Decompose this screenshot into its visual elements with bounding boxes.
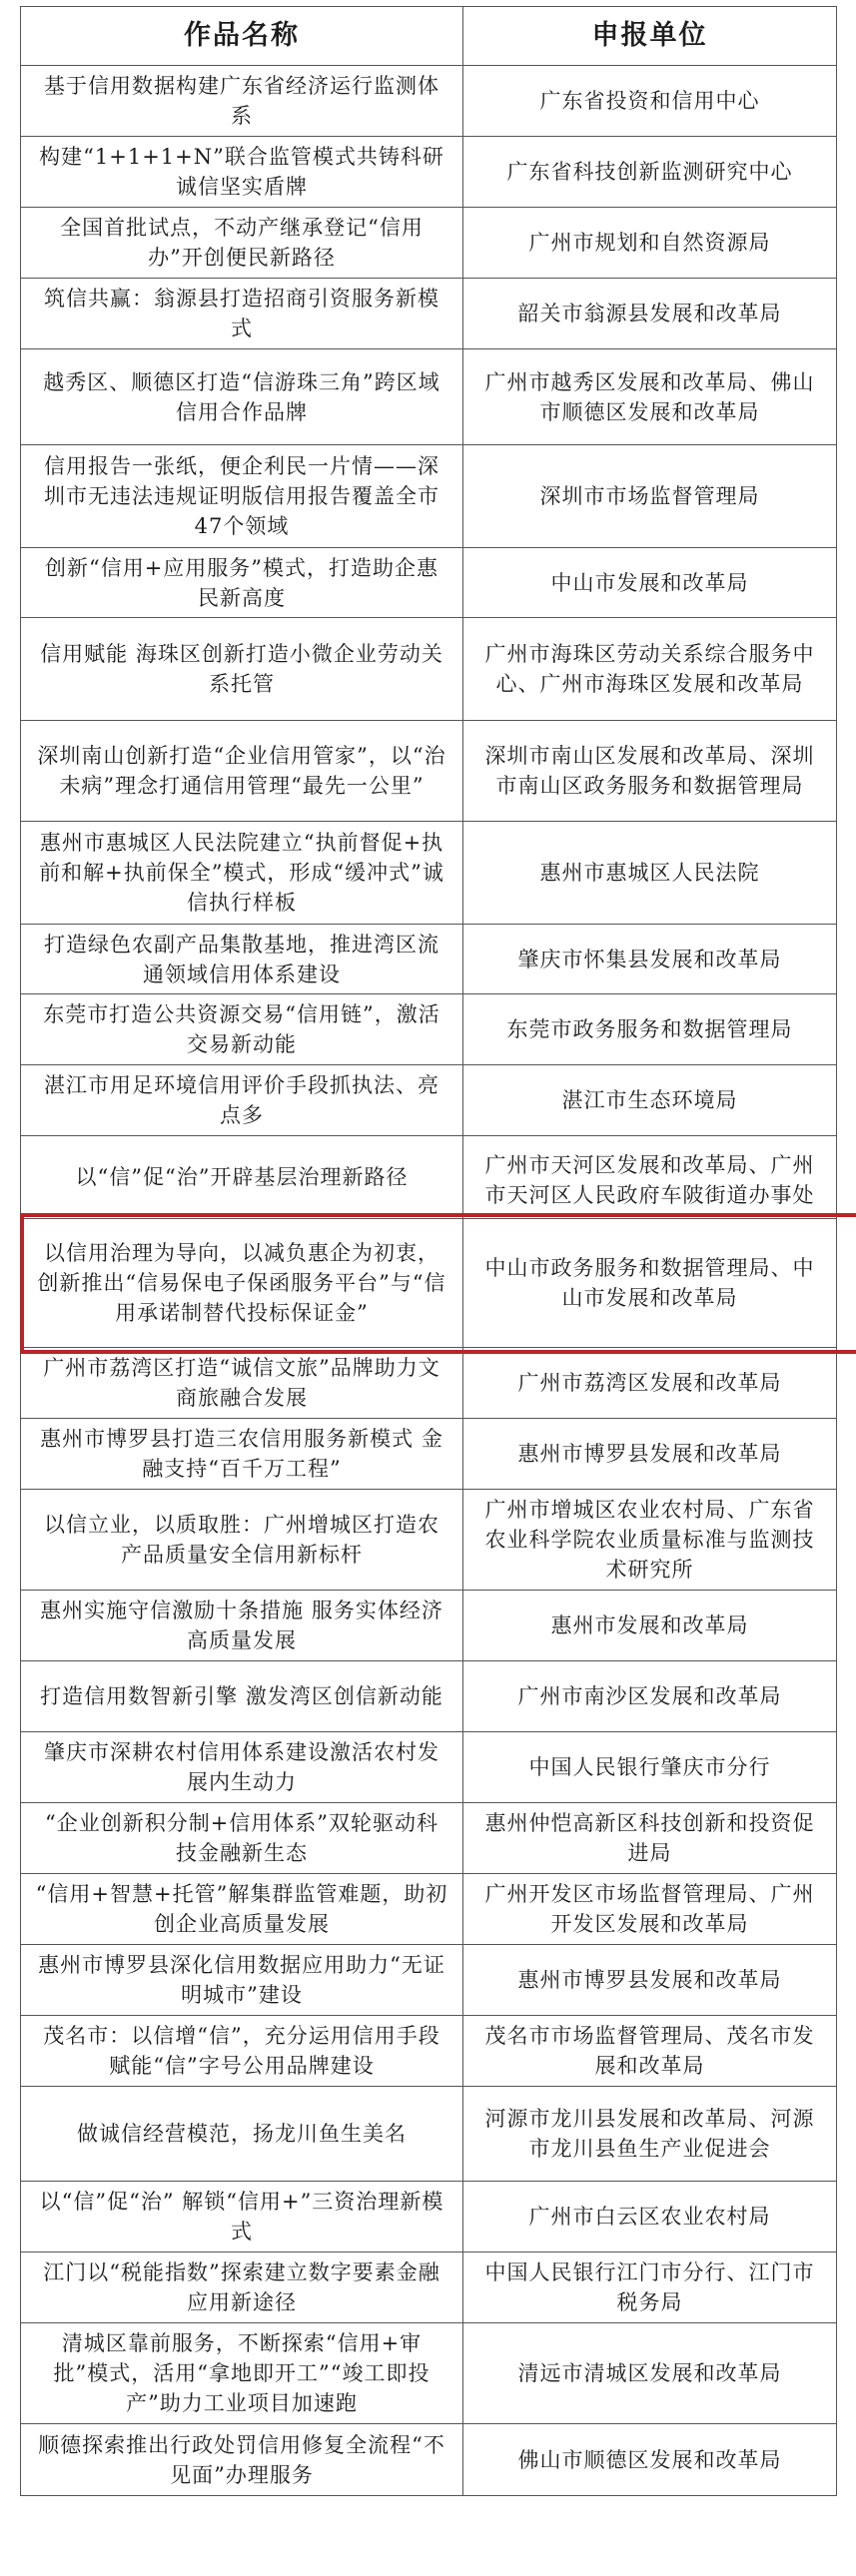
table-row	[21, 1490, 837, 1591]
cell-work-name: “企业创新积分制+信用体系”双轮驱动科技金融新生态	[21, 1803, 463, 1874]
cell-applicant-unit: 中山市政务服务和数据管理局、中山市发展和改革局	[463, 1219, 837, 1348]
cell-work-name: 茂名市：以信增“信”，充分运用信用手段赋能“信”字号公用品牌建设	[21, 2016, 463, 2087]
table-row	[21, 208, 837, 279]
cell-work-name: 构建“1+1+1+N”联合监管模式共铸科研诚信坚实盾牌	[21, 137, 463, 208]
cell-applicant-unit: 广州市白云区农业农村局	[463, 2182, 837, 2253]
awards-table-wrapper	[20, 6, 836, 2496]
cell-applicant-unit: 茂名市市场监督管理局、茂名市发展和改革局	[463, 2016, 837, 2087]
cell-work-name: 惠州实施守信激励十条措施 服务实体经济高质量发展	[21, 1591, 463, 1661]
cell-work-name: 信用报告一张纸，便企利民一片情——深圳市无违法违规证明版信用报告覆盖全市47个领域	[21, 445, 463, 548]
table-row-highlighted	[21, 1219, 837, 1348]
cell-applicant-unit: 肇庆市怀集县发展和改革局	[463, 925, 837, 994]
cell-work-name: 江门以“税能指数”探索建立数字要素金融应用新途径	[21, 2253, 463, 2323]
cell-work-name: 做诚信经营模范，扬龙川鱼生美名	[21, 2087, 463, 2182]
cell-work-name: 以“信”促“治” 解锁“信用+”三资治理新模式	[21, 2182, 463, 2253]
cell-work-name: 惠州市博罗县深化信用数据应用助力“无证明城市”建设	[21, 1945, 463, 2016]
table-row	[21, 2424, 837, 2496]
table-row	[21, 1661, 837, 1732]
cell-applicant-unit: 广东省投资和信用中心	[463, 66, 837, 137]
table-row	[21, 137, 837, 208]
cell-applicant-unit: 惠州市发展和改革局	[463, 1591, 837, 1661]
table-row	[21, 1136, 837, 1219]
cell-work-name: 顺德探索推出行政处罚信用修复全流程“不见面”办理服务	[21, 2424, 463, 2496]
cell-work-name: 深圳南山创新打造“企业信用管家”，以“治未病”理念打通信用管理“最先一公里”	[21, 721, 463, 822]
cell-applicant-unit: 广州开发区市场监督管理局、广州开发区发展和改革局	[463, 1874, 837, 1945]
cell-applicant-unit: 广州市荔湾区发展和改革局	[463, 1348, 837, 1419]
table-row	[21, 2016, 837, 2087]
cell-applicant-unit: 广州市海珠区劳动关系综合服务中心、广州市海珠区发展和改革局	[463, 618, 837, 721]
cell-work-name: 以信立业，以质取胜：广州增城区打造农产品质量安全信用新标杆	[21, 1490, 463, 1591]
table-row	[21, 1065, 837, 1136]
cell-work-name: 湛江市用足环境信用评价手段抓执法、亮点多	[21, 1065, 463, 1136]
cell-applicant-unit: 广州市增城区农业农村局、广东省农业科学院农业质量标准与监测技术研究所	[463, 1490, 837, 1591]
cell-applicant-unit: 深圳市南山区发展和改革局、深圳市南山区政务服务和数据管理局	[463, 721, 837, 822]
cell-applicant-unit: 惠州市博罗县发展和改革局	[463, 1419, 837, 1490]
cell-work-name: 清城区靠前服务，不断探索“信用+审批”模式，活用“拿地即开工”“竣工即投产”助力工业项目加速跑	[21, 2323, 463, 2424]
table-row	[21, 548, 837, 618]
cell-applicant-unit: 惠州市博罗县发展和改革局	[463, 1945, 837, 2016]
cell-work-name: 打造绿色农副产品集散基地，推进湾区流通领域信用体系建设	[21, 925, 463, 994]
cell-applicant-unit: 中国人民银行江门市分行、江门市税务局	[463, 2253, 837, 2323]
cell-work-name: 广州市荔湾区打造“诚信文旅”品牌助力文商旅融合发展	[21, 1348, 463, 1419]
table-row	[21, 994, 837, 1065]
table-row	[21, 2323, 837, 2424]
table-row	[21, 349, 837, 445]
table-row	[21, 925, 837, 994]
cell-applicant-unit: 惠州仲恺高新区科技创新和投资促进局	[463, 1803, 837, 1874]
cell-work-name: 惠州市惠城区人民法院建立“执前督促+执前和解+执前保全”模式，形成“缓冲式”诚信执行样板	[21, 822, 463, 925]
cell-applicant-unit-clipped	[463, 1136, 837, 1219]
cell-applicant-unit: 广东省科技创新监测研究中心	[463, 137, 837, 208]
table-row	[21, 2182, 837, 2253]
cell-applicant-unit: 中山市发展和改革局	[463, 548, 837, 618]
cell-applicant-unit: 广州市规划和自然资源局	[463, 208, 837, 279]
table-row	[21, 721, 837, 822]
cell-applicant-unit: 广州市越秀区发展和改革局、佛山市顺德区发展和改革局	[463, 349, 837, 445]
cell-work-name: 打造信用数智新引擎 激发湾区创信新动能	[21, 1661, 463, 1732]
cell-work-name: 东莞市打造公共资源交易“信用链”，激活交易新动能	[21, 994, 463, 1065]
cell-applicant-unit: 深圳市市场监督管理局	[463, 445, 837, 548]
cell-work-name: 全国首批试点，不动产继承登记“信用办”开创便民新路径	[21, 208, 463, 279]
cell-work-name: 肇庆市深耕农村信用体系建设激活农村发展内生动力	[21, 1732, 463, 1803]
cell-work-name: 信用赋能 海珠区创新打造小微企业劳动关系托管	[21, 618, 463, 721]
table-row	[21, 66, 837, 137]
cell-applicant-unit: 广州市南沙区发展和改革局	[463, 1661, 837, 1732]
cell-applicant-unit: 惠州市惠城区人民法院	[463, 822, 837, 925]
table-row	[21, 2253, 837, 2323]
cell-work-name: 基于信用数据构建广东省经济运行监测体系	[21, 66, 463, 137]
table-row	[21, 1591, 837, 1661]
table-row	[21, 1874, 837, 1945]
table-row	[21, 1803, 837, 1874]
header-applicant-unit: 申报单位	[463, 7, 837, 66]
table-row	[21, 2087, 837, 2182]
table-row	[21, 1732, 837, 1803]
table-row	[21, 822, 837, 925]
awards-table	[20, 6, 837, 2496]
cell-applicant-unit: 韶关市翁源县发展和改革局	[463, 279, 837, 349]
cell-work-name: 创新“信用+应用服务”模式，打造助企惠民新高度	[21, 548, 463, 618]
cell-applicant-unit: 佛山市顺德区发展和改革局	[463, 2424, 837, 2496]
cell-applicant-unit: 湛江市生态环境局	[463, 1065, 837, 1136]
table-row	[21, 279, 837, 349]
cell-work-name: 越秀区、顺德区打造“信游珠三角”跨区域信用合作品牌	[21, 349, 463, 445]
cell-work-name: 以“信”促“治”开辟基层治理新路径	[21, 1136, 463, 1219]
cell-work-name: “信用+智慧+托管”解集群监管难题，助初创企业高质量发展	[21, 1874, 463, 1945]
table-header-row	[21, 7, 837, 66]
clipped-text: 广州市天河区发展和改革局、广州市天河区人民政府车陂街道办事处	[484, 1153, 815, 1207]
cell-applicant-unit: 中国人民银行肇庆市分行	[463, 1732, 837, 1803]
header-work-name: 作品名称	[21, 7, 463, 66]
table-row	[21, 618, 837, 721]
table-row	[21, 1945, 837, 2016]
cell-applicant-unit: 河源市龙川县发展和改革局、河源市龙川县鱼生产业促进会	[463, 2087, 837, 2182]
table-row	[21, 445, 837, 548]
cell-applicant-unit: 东莞市政务服务和数据管理局	[463, 994, 837, 1065]
cell-applicant-unit: 清远市清城区发展和改革局	[463, 2323, 837, 2424]
table-row	[21, 1419, 837, 1490]
cell-work-name: 惠州市博罗县打造三农信用服务新模式 金融支持“百千万工程”	[21, 1419, 463, 1490]
table-row	[21, 1348, 837, 1419]
cell-work-name: 以信用治理为导向，以减负惠企为初衷，创新推出“信易保电子保函服务平台”与“信用承诺制替代投标保证金”	[21, 1219, 463, 1348]
cell-work-name: 筑信共赢：翁源县打造招商引资服务新模式	[21, 279, 463, 349]
